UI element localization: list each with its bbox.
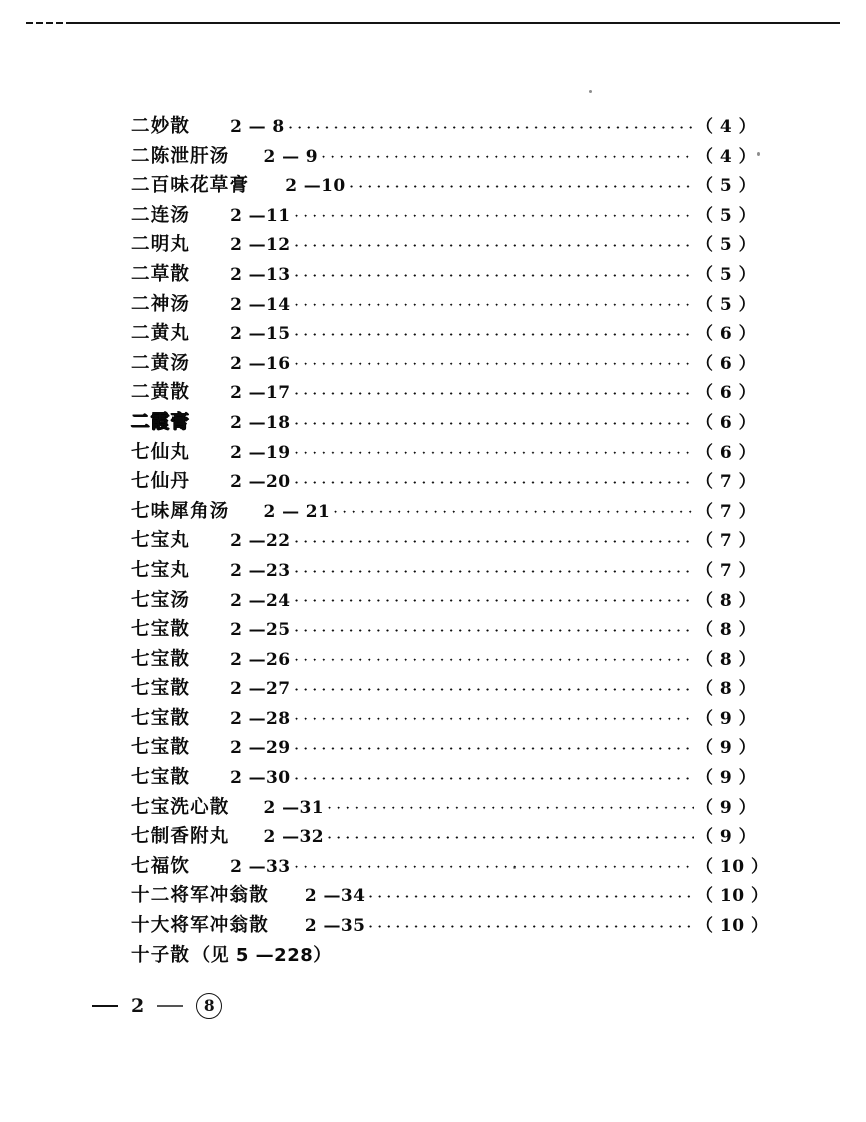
- dot-leader: [292, 678, 694, 694]
- index-entry: [0, 378, 866, 408]
- dot-leader: [292, 323, 694, 339]
- entry-code: 2 —25: [230, 620, 291, 641]
- dot-leader: [292, 205, 694, 221]
- rule-dashed-segment: [26, 22, 72, 24]
- index-entry: [0, 645, 866, 675]
- entry-page-number: （ 6 ）: [696, 412, 757, 433]
- index-entry: [0, 467, 866, 497]
- entry-page-number: （ 7 ）: [696, 472, 757, 493]
- entry-name: 七宝散: [131, 619, 191, 641]
- entry-name: 七宝散: [131, 707, 191, 729]
- entry-page-number: （ 7 ）: [696, 560, 757, 581]
- index-entry: [0, 171, 866, 201]
- page-top-rule: [0, 22, 866, 26]
- entry-name: 二妙散: [131, 116, 191, 137]
- index-entry: [0, 586, 866, 616]
- dot-leader: [319, 146, 694, 162]
- footer-left-dash: [92, 1005, 118, 1007]
- index-entry: [0, 704, 866, 734]
- entry-code: 2 —29: [230, 738, 291, 759]
- entry-page-number: （ 9 ）: [696, 708, 757, 729]
- entry-page-number: （ 4 ）: [696, 117, 757, 137]
- index-entry: [0, 290, 866, 320]
- scan-speck: [589, 90, 592, 93]
- index-entry: [0, 852, 866, 882]
- entry-code: 2 — 21: [263, 501, 331, 522]
- index-entry: [0, 822, 866, 852]
- dot-leader: [292, 767, 694, 783]
- dot-leader: [286, 116, 694, 132]
- dot-leader: [292, 649, 694, 665]
- entry-page-number: （ 9 ）: [696, 797, 757, 818]
- entry-name: 二草散: [131, 263, 191, 285]
- entry-name: 七仙丹: [131, 471, 191, 493]
- page-footer: [92, 993, 222, 1019]
- index-entry: [0, 615, 866, 645]
- entry-page-number: （ 10 ）: [696, 916, 769, 937]
- entry-code: 2 —14: [230, 294, 291, 315]
- index-entry-list: [0, 112, 866, 970]
- dot-leader: [292, 294, 694, 310]
- entry-page-number: （ 10 ）: [696, 856, 769, 877]
- entry-code: 2 —31: [263, 797, 324, 818]
- entry-page-number: （ 6 ）: [696, 383, 757, 404]
- entry-page-number: （ 4 ）: [696, 146, 757, 167]
- index-entry: [0, 674, 866, 704]
- entry-code: 2 —35: [304, 916, 366, 937]
- entry-name: 七宝丸: [131, 530, 191, 552]
- entry-name: 七制香附丸: [131, 826, 230, 848]
- index-entry: [0, 260, 866, 290]
- dot-leader: [292, 442, 694, 458]
- entry-page-number: （ 8 ）: [696, 620, 757, 641]
- entry-name: 二霞膏: [131, 411, 191, 433]
- entry-name: 七宝散: [131, 648, 191, 670]
- index-entry: [0, 881, 866, 911]
- entry-code: 2 —24: [230, 590, 291, 611]
- dot-leader: [292, 619, 694, 635]
- index-entry: [0, 556, 866, 586]
- entry-page-number: （ 10 ）: [696, 886, 769, 907]
- cross-reference-entry: [0, 941, 866, 971]
- index-entry: [0, 319, 866, 349]
- dot-leader: [292, 264, 694, 280]
- entry-name: 二黄散: [131, 382, 191, 404]
- dot-leader: [292, 560, 694, 576]
- cross-reference-name: 十子散: [131, 944, 191, 966]
- entry-page-number: （ 5 ）: [696, 205, 757, 226]
- entry-name: 十大将军冲翁散: [131, 915, 269, 937]
- entry-code: 2 —30: [230, 768, 291, 789]
- entry-page-number: （ 7 ）: [696, 531, 757, 552]
- entry-code: 2 —23: [230, 560, 291, 581]
- entry-code: 2 —32: [263, 827, 324, 848]
- index-entry: [0, 201, 866, 231]
- entry-page-number: （ 9 ）: [696, 738, 757, 759]
- entry-name: 七味犀角汤: [131, 500, 230, 522]
- dot-leader: [292, 353, 694, 369]
- entry-name: 二黄汤: [131, 352, 191, 374]
- entry-name: 十二将军冲翁散: [131, 885, 269, 907]
- index-entry: [0, 438, 866, 468]
- entry-code: 2 —20: [230, 472, 291, 493]
- entry-name: 二神汤: [131, 293, 191, 315]
- entry-page-number: （ 6 ）: [696, 353, 757, 374]
- entry-page-number: （ 7 ）: [696, 501, 757, 522]
- entry-name: 二百味花草膏: [131, 175, 250, 197]
- index-entry: [0, 911, 866, 941]
- entry-name: 七福饮: [131, 855, 191, 877]
- footer-circled-number: 8: [196, 993, 222, 1019]
- entry-code: 2 —17: [230, 383, 291, 404]
- entry-code: 2 —19: [230, 442, 291, 463]
- footer-page-number: 2: [131, 995, 145, 1017]
- rule-line: [28, 22, 840, 24]
- dot-leader: [366, 885, 694, 901]
- entry-code: 2 —13: [230, 264, 291, 285]
- entry-name: 七宝汤: [131, 589, 191, 611]
- entry-name: 七宝散: [131, 678, 191, 700]
- entry-name: 七宝散: [131, 767, 191, 789]
- entry-code: 2 — 8: [230, 117, 285, 137]
- entry-page-number: （ 8 ）: [696, 590, 757, 611]
- entry-page-number: （ 5 ）: [696, 235, 757, 256]
- entry-code: 2 —22: [230, 531, 291, 552]
- entry-code: 2 —26: [230, 649, 291, 670]
- entry-code: 2 —18: [230, 412, 291, 433]
- entry-name: 七宝洗心散: [131, 796, 230, 818]
- entry-code: 2 — 9: [263, 146, 319, 167]
- entry-name: 二明丸: [131, 234, 191, 256]
- entry-name: 二陈泄肝汤: [131, 145, 230, 167]
- entry-code: 2 —15: [230, 324, 291, 345]
- dot-leader: [292, 234, 694, 250]
- dot-leader: [292, 382, 694, 398]
- entry-page-number: （ 8 ）: [696, 649, 757, 670]
- index-entry: [0, 112, 866, 142]
- dot-leader: [331, 501, 694, 517]
- entry-code: 2 —27: [230, 679, 291, 700]
- entry-name: 七宝散: [131, 737, 191, 759]
- dot-leader: [292, 412, 694, 428]
- index-entry: [0, 408, 866, 438]
- dot-leader: [292, 471, 694, 487]
- dot-leader: [292, 530, 694, 546]
- dot-leader: [292, 708, 694, 724]
- cross-reference-target: （见 5 —228）: [192, 944, 332, 966]
- entry-code: 2 —11: [230, 205, 291, 226]
- dot-leader: [292, 856, 694, 872]
- dot-leader: [292, 590, 694, 606]
- entry-page-number: （ 5 ）: [696, 294, 757, 315]
- index-entry: [0, 349, 866, 379]
- entry-code: 2 —28: [230, 708, 291, 729]
- dot-leader: [325, 797, 694, 813]
- entry-page-number: （ 6 ）: [696, 442, 757, 463]
- index-entry: [0, 230, 866, 260]
- index-entry: [0, 526, 866, 556]
- dot-leader: [366, 915, 694, 931]
- footer-right-dash: [157, 1005, 183, 1007]
- entry-name: 二黄丸: [131, 323, 191, 345]
- entry-code: 2 —16: [230, 353, 291, 374]
- index-entry: [0, 142, 866, 172]
- entry-page-number: （ 9 ）: [696, 768, 757, 789]
- entry-name: 七宝丸: [131, 559, 191, 581]
- dot-leader: [325, 826, 694, 842]
- entry-page-number: （ 9 ）: [696, 827, 757, 848]
- entry-code: 2 —12: [230, 235, 291, 256]
- index-entry: [0, 793, 866, 823]
- entry-code: 2 —34: [304, 886, 366, 907]
- index-entry: [0, 497, 866, 527]
- entry-page-number: （ 5 ）: [696, 264, 757, 285]
- entry-page-number: （ 8 ）: [696, 679, 757, 700]
- entry-page-number: （ 5 ）: [696, 176, 757, 197]
- index-entry: [0, 733, 866, 763]
- entry-page-number: （ 6 ）: [696, 324, 757, 345]
- entry-name: 二连汤: [131, 204, 191, 226]
- entry-code: 2 —33: [230, 856, 291, 877]
- dot-leader: [347, 175, 694, 191]
- entry-name: 七仙丸: [131, 441, 191, 463]
- index-entry: [0, 763, 866, 793]
- entry-code: 2 —10: [285, 176, 346, 197]
- dot-leader: [292, 737, 694, 753]
